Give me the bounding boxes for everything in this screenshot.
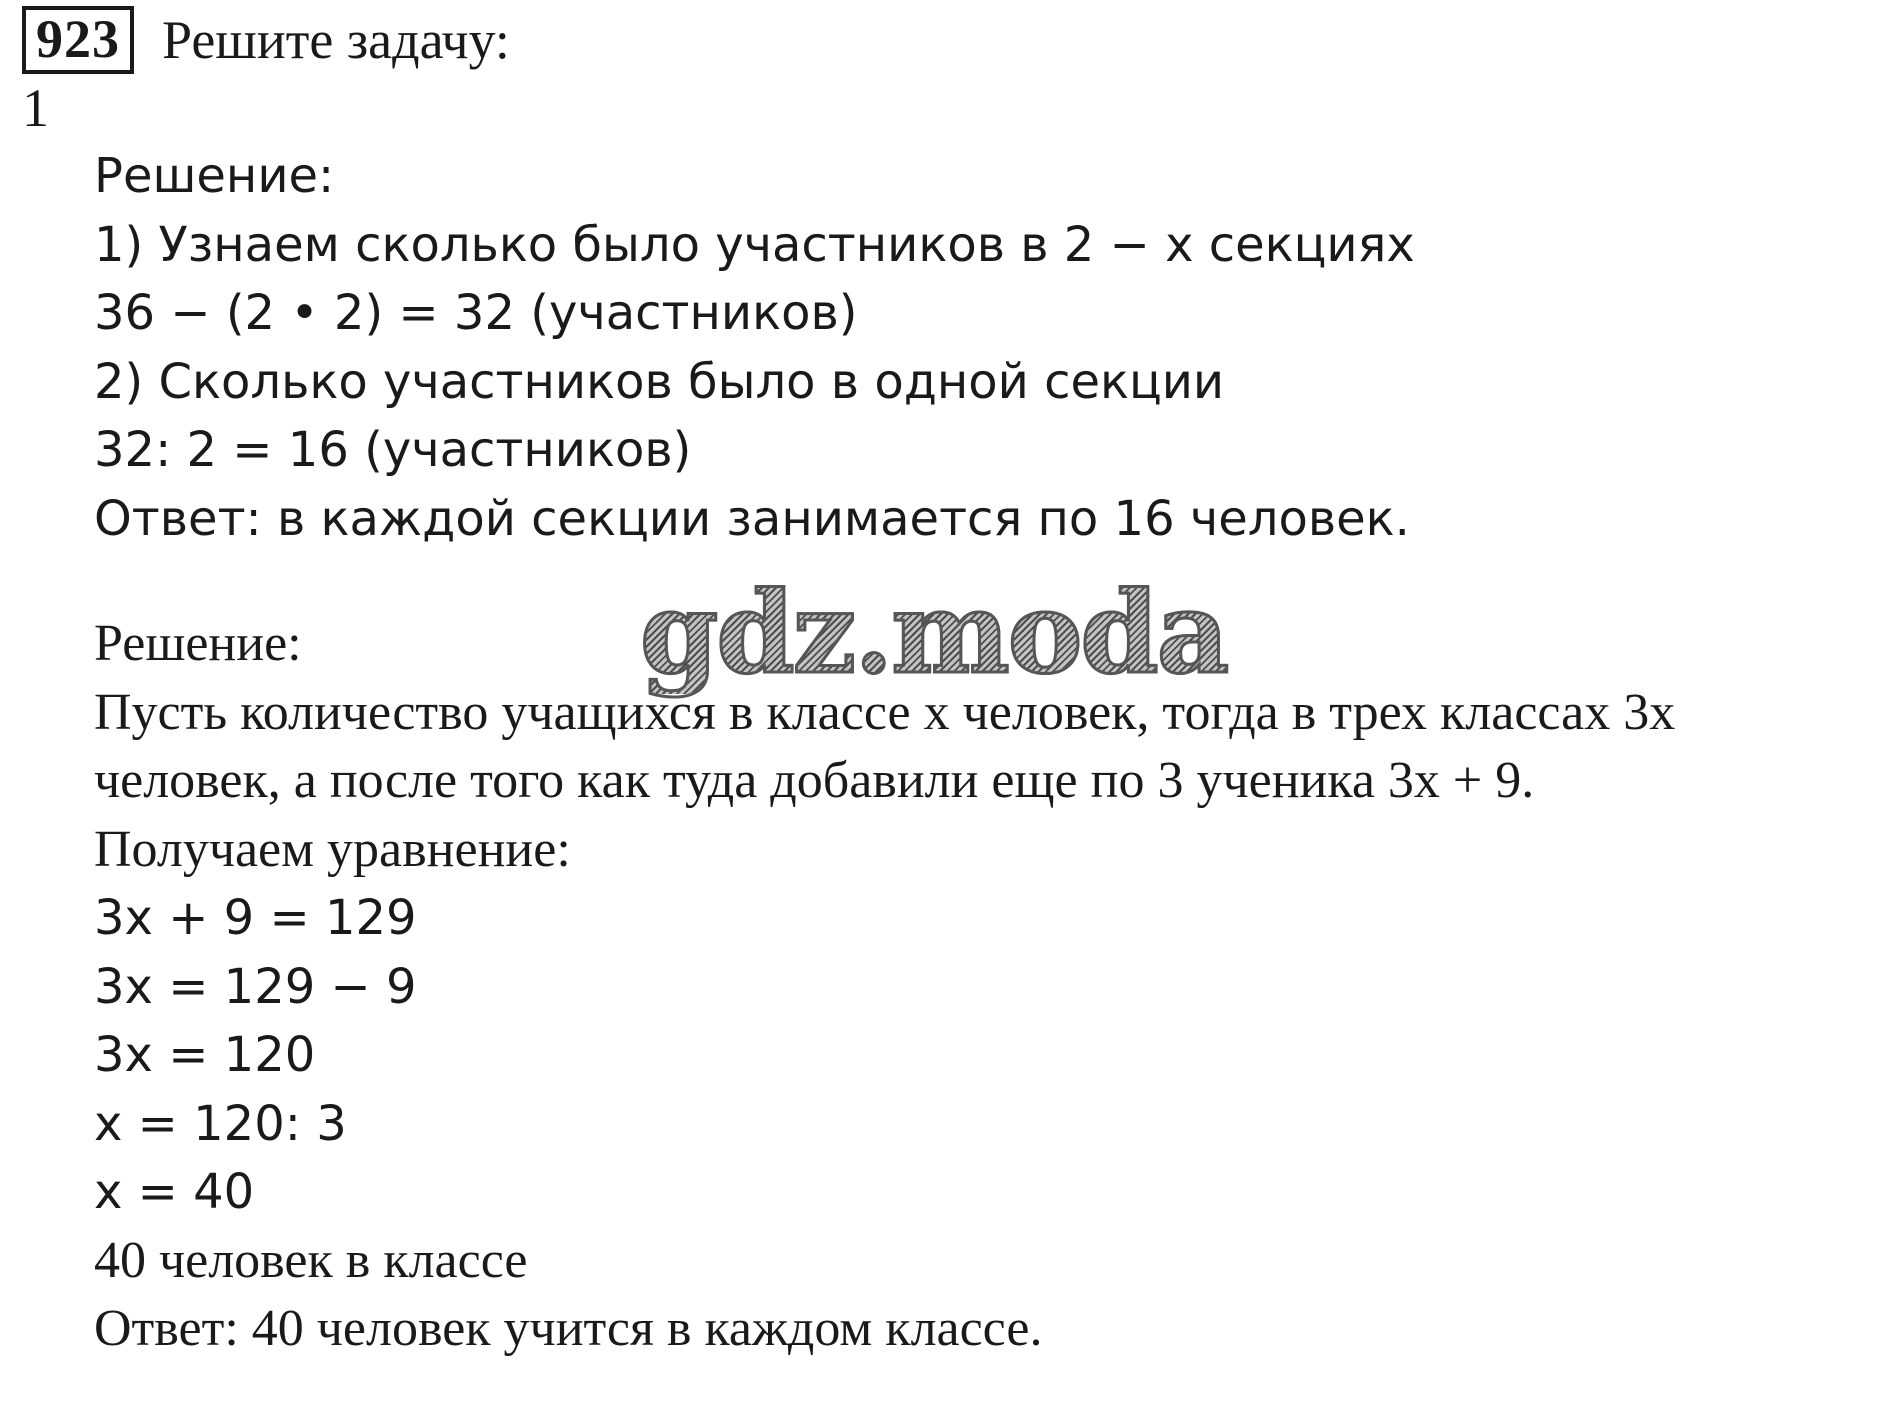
equation-line-2: 3x = 129 − 9 (94, 958, 417, 1015)
solution-1-step-2: 2) Сколько участников было в одной секции (94, 353, 1225, 410)
solution-1-calc-1: 36 − (2 • 2) = 32 (участников) (94, 285, 858, 342)
subtask-number: 1 (22, 78, 49, 138)
task-number-box: 923 (22, 6, 134, 74)
equation-line-5: x = 40 (94, 1164, 255, 1220)
watermark-logo: gdz.moda (640, 568, 1228, 699)
solution-1-answer: Ответ: в каждой секции занимается по 16 человек. (94, 490, 1410, 547)
solution-2-equation-intro: Получаем уравнение: (94, 820, 571, 878)
solution-2-heading: Решение: (94, 615, 302, 672)
task-title: Решите задачу: (162, 10, 510, 70)
solution-2-text-2: человек, а после того как туда добавили еще по 3 ученика 3х + 9. (94, 752, 1535, 809)
solution-2-answer: Ответ: 40 человек учится в каждом классе. (94, 1300, 1043, 1357)
equation-line-3: 3x = 120 (94, 1027, 316, 1083)
solution-1-heading: Решение: (94, 148, 335, 204)
equation-line-4: x = 120: 3 (94, 1095, 347, 1152)
task-header (22, 6, 510, 74)
solution-1-calc-2: 32: 2 = 16 (участников) (94, 422, 692, 479)
equation-line-1: 3x + 9 = 129 (94, 890, 417, 946)
solution-block-2 (94, 610, 1675, 1364)
solution-2-text-1: Пусть количество учащихся в классе х человек, тогда в трех классах 3х (94, 683, 1676, 741)
solution-block-1 (94, 142, 1415, 554)
solution-2-result: 40 человек в классе (94, 1231, 528, 1289)
solution-1-step-1: 1) Узнаем сколько было участников в 2 − х секциях (94, 216, 1415, 273)
